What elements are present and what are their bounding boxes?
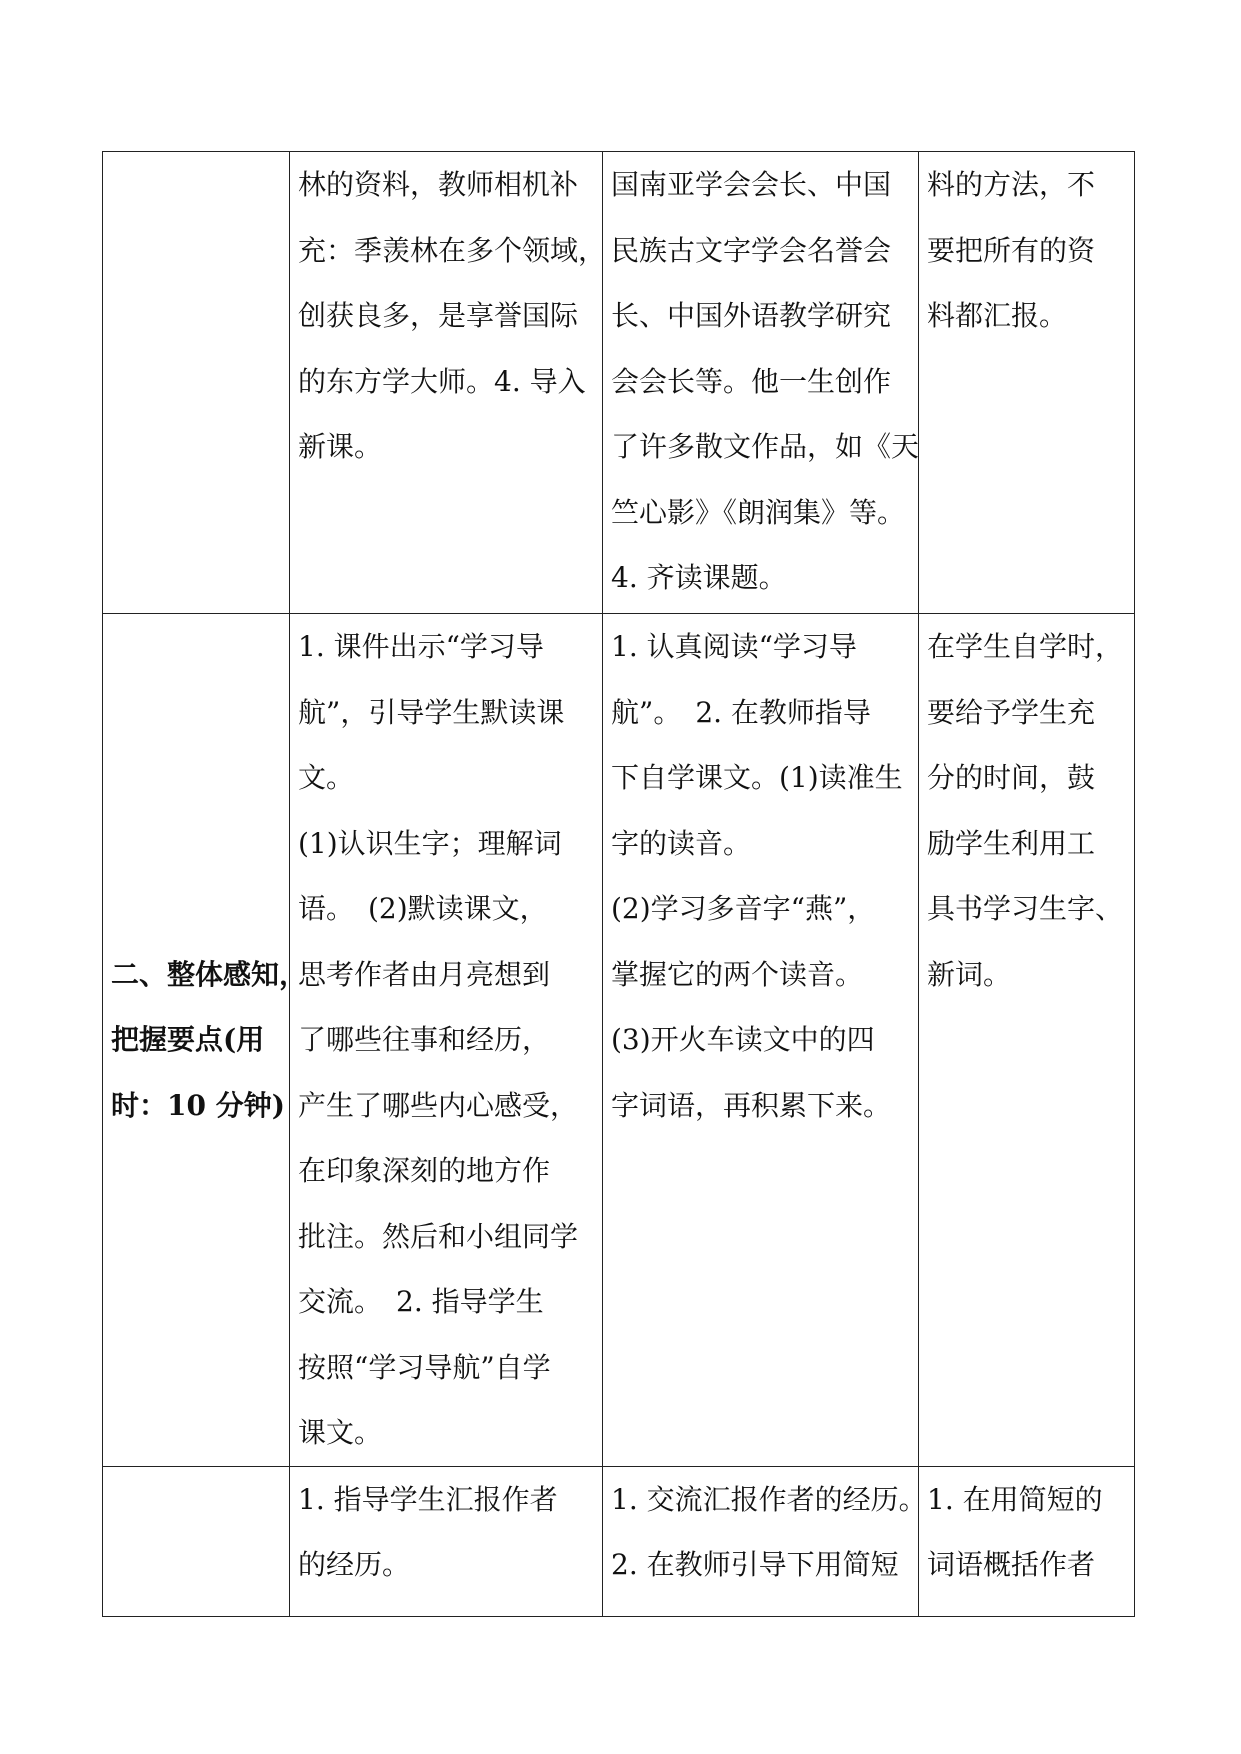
stage-cell — [103, 614, 308, 1467]
text-line: 航”，引导学生默读课 — [298, 695, 565, 729]
stage-title-line: 二、整体感知， — [111, 957, 308, 991]
text-line: 交流。 2. 指导学生 — [298, 1285, 544, 1318]
text-line: 1. 在用简短的 — [927, 1482, 1103, 1516]
text-line: 料的方法，不 — [927, 168, 1096, 201]
text-line: 的东方学大师。4. 导入 — [298, 364, 586, 398]
text-line: 航”。 2. 在教师指导 — [611, 695, 871, 729]
text-line: 2. 在教师引导下用简短 — [611, 1548, 899, 1581]
stage-title-line: 把握要点(用 — [111, 1023, 265, 1056]
lesson-plan-table — [102, 151, 1135, 1617]
text-line: 新词。 — [927, 957, 1012, 991]
text-line: 励学生利用工 — [927, 826, 1096, 860]
text-line: 民族古文字学会名誉会 — [611, 233, 892, 267]
text-line: 思考作者由月亮想到 — [298, 957, 551, 991]
text-line: 要把所有的资 — [927, 233, 1096, 267]
text-line: 竺心影》《朗润集》等。 — [611, 495, 906, 529]
text-line: (3)开火车读文中的四 — [611, 1023, 875, 1056]
teacher-activity-cell — [290, 1466, 603, 1616]
text-line: 字的读音。 — [611, 826, 752, 860]
text-line: 具书学习生字、 — [927, 892, 1124, 925]
stage-cell — [103, 152, 290, 614]
text-line: 的经历。 — [298, 1548, 411, 1581]
stage-title-line: 时：10 分钟) — [111, 1088, 285, 1122]
text-line: 掌握它的两个读音。 — [611, 957, 864, 991]
text-line: 批注。然后和小组同学 — [298, 1219, 579, 1253]
design-note-cell — [919, 1466, 1135, 1616]
text-line: 充：季羡林在多个领域， — [298, 233, 607, 267]
text-line: 1. 课件出示“学习导 — [298, 630, 544, 663]
text-line: 创获良多，是享誉国际 — [298, 299, 579, 332]
text-line: 语。 (2)默读课文， — [298, 892, 548, 925]
text-line: 1. 交流汇报作者的经历。 — [611, 1482, 927, 1516]
text-line: 在印象深刻的地方作 — [298, 1154, 551, 1187]
text-line: 会会长等。他一生创作 — [611, 364, 892, 398]
table-row — [103, 614, 1135, 1467]
text-line: 料都汇报。 — [927, 299, 1068, 332]
table-row — [103, 1466, 1135, 1616]
student-activity-cell — [603, 1466, 927, 1616]
table-row — [103, 152, 1135, 614]
text-line: 分的时间，鼓 — [927, 761, 1096, 794]
text-line: 字词语，再积累下来。 — [611, 1088, 892, 1122]
text-line: 产生了哪些内心感受， — [298, 1088, 579, 1122]
text-line: 课文。 — [298, 1416, 383, 1449]
text-line: (1)认识生字；理解词 — [298, 826, 562, 860]
text-line: (2)学习多音字“燕”， — [611, 892, 876, 925]
text-line: 词语概括作者 — [927, 1548, 1096, 1581]
design-note-cell — [919, 152, 1135, 614]
teacher-activity-cell — [290, 614, 603, 1467]
text-line: 按照“学习导航”自学 — [298, 1350, 551, 1384]
text-line: 长、中国外语教学研究 — [611, 299, 892, 332]
text-line: 在学生自学时， — [927, 630, 1124, 663]
stage-cell — [103, 1466, 290, 1616]
text-line: 新课。 — [298, 430, 383, 463]
student-activity-cell — [603, 152, 919, 614]
text-line: 下自学课文。(1)读准生 — [611, 761, 903, 794]
text-line: 要给予学生充 — [927, 695, 1096, 729]
text-line: 林的资料，教师相机补 — [298, 168, 579, 201]
text-line: 4. 齐读课题。 — [611, 561, 787, 594]
student-activity-cell — [603, 614, 919, 1467]
text-line: 了哪些往事和经历， — [298, 1023, 551, 1056]
text-line: 文。 — [298, 761, 355, 794]
teacher-activity-cell — [290, 152, 607, 614]
text-line: 国南亚学会会长、中国 — [611, 168, 892, 201]
text-line: 1. 指导学生汇报作者 — [298, 1482, 558, 1516]
text-line: 1. 认真阅读“学习导 — [611, 630, 857, 663]
text-line: 了许多散文作品，如《天 — [611, 430, 920, 463]
design-note-cell — [919, 614, 1135, 1467]
